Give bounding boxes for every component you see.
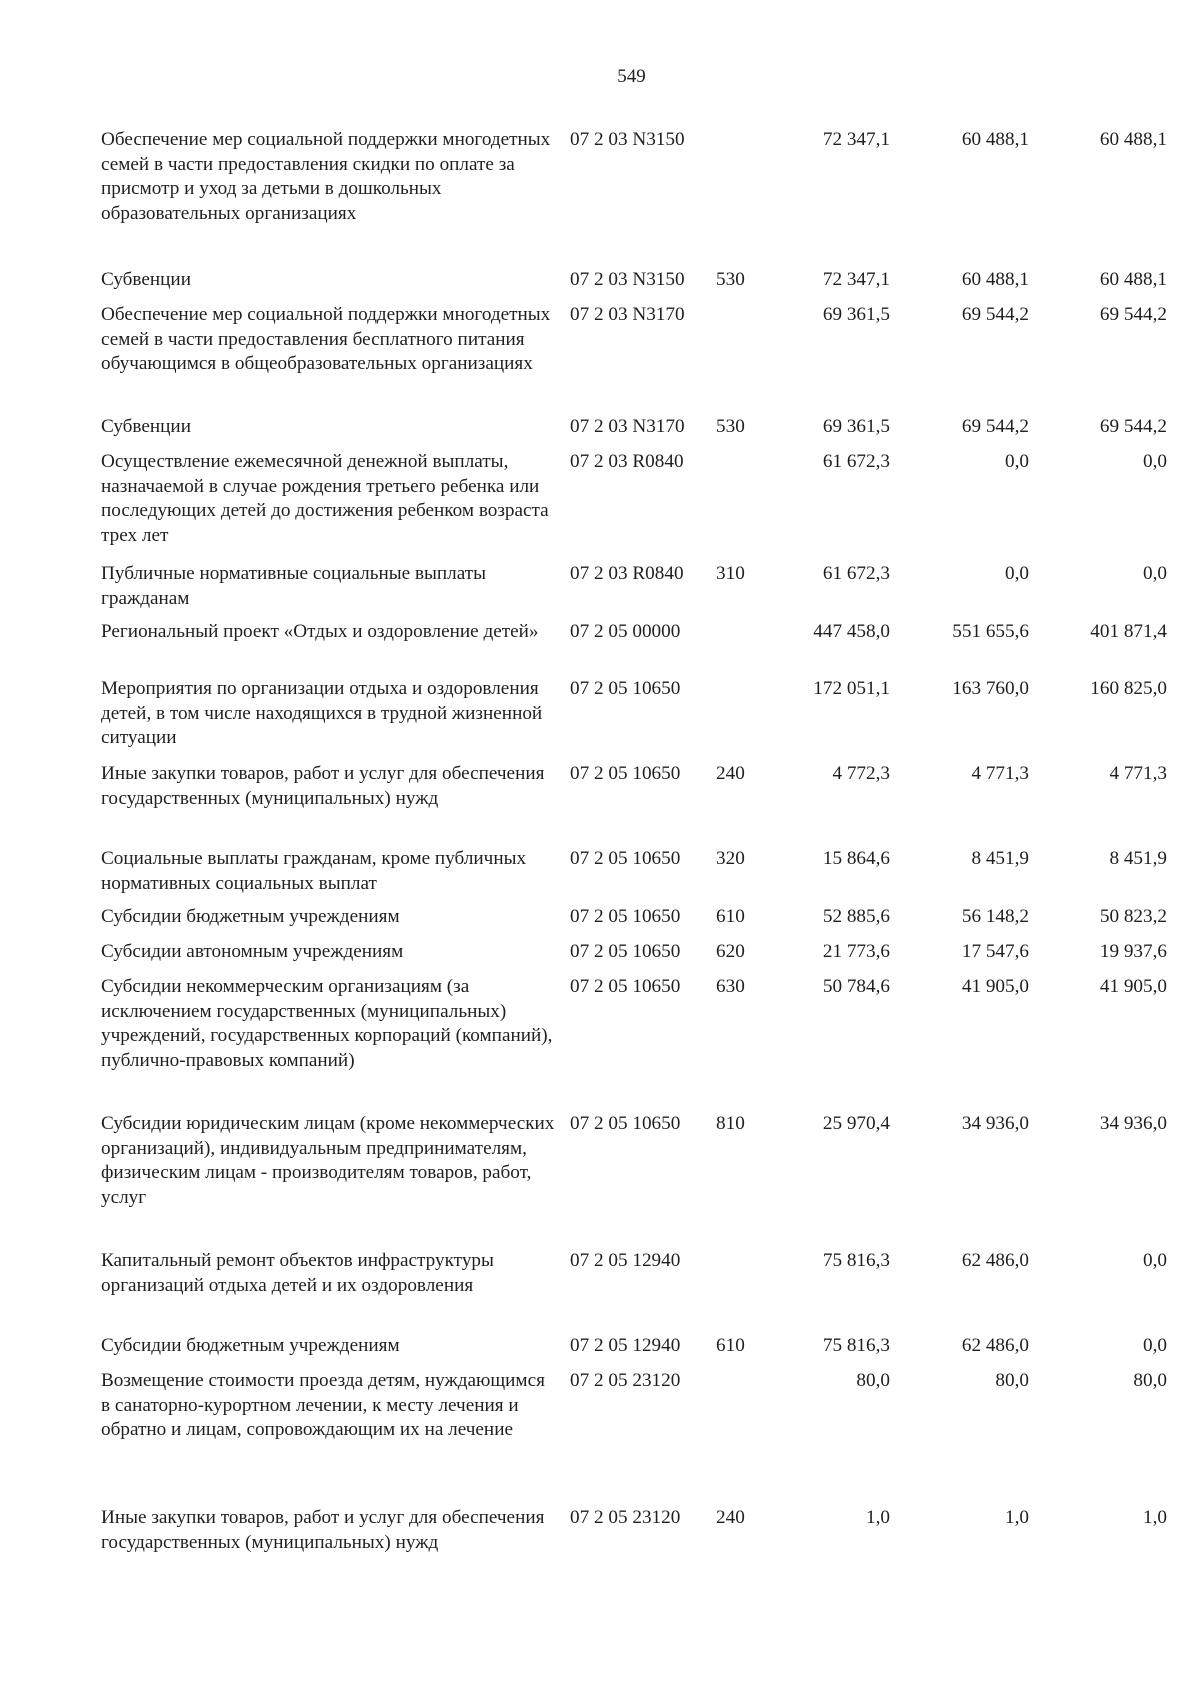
row-name: Социальные выплаты гражданам, кроме публичных нормативных социальных выплат — [101, 848, 527, 894]
row-value-year1: 75 816,3 — [822, 1250, 890, 1271]
row-code: 07 2 05 10650 — [570, 848, 681, 869]
row-value-year2: 69 544,2 — [961, 416, 1029, 437]
row-value-year3: 19 937,6 — [1099, 941, 1167, 962]
row-name: Публичные нормативные социальные выплаты гражданам — [101, 563, 487, 609]
row-value-year2: 60 488,1 — [961, 129, 1029, 150]
row-value-year2: 62 486,0 — [961, 1335, 1029, 1356]
row-value-year1: 61 672,3 — [822, 451, 890, 472]
row-value-year2: 80,0 — [995, 1370, 1029, 1391]
row-value-year1: 80,0 — [856, 1370, 890, 1391]
row-value-year3: 60 488,1 — [1099, 129, 1167, 150]
row-code: 07 2 03 N3170 — [570, 304, 685, 325]
row-value-year1: 1,0 — [866, 1507, 890, 1528]
row-name: Мероприятия по организации отдыха и оздоровления детей, в том числе находящихся в трудной жизненной ситуации — [101, 678, 543, 749]
row-code: 07 2 05 10650 — [570, 1113, 681, 1134]
row-code: 07 2 03 N3150 — [570, 269, 685, 290]
row-value-year3: 50 823,2 — [1099, 906, 1167, 927]
row-value-year2: 8 451,9 — [971, 848, 1029, 869]
row-value-year1: 447 458,0 — [813, 621, 890, 642]
row-value-year3: 69 544,2 — [1099, 416, 1167, 437]
row-code: 07 2 05 12940 — [570, 1335, 681, 1356]
row-value-year2: 0,0 — [1005, 563, 1029, 584]
row-value-year3: 69 544,2 — [1099, 304, 1167, 325]
row-name: Субвенции — [101, 416, 191, 437]
row-value-year3: 0,0 — [1143, 451, 1167, 472]
row-expense-type: 240 — [716, 763, 745, 784]
row-expense-type: 310 — [716, 563, 745, 584]
row-value-year3: 401 871,4 — [1090, 621, 1167, 642]
row-expense-type: 610 — [716, 1335, 745, 1356]
row-code: 07 2 05 10650 — [570, 941, 681, 962]
row-code: 07 2 05 23120 — [570, 1507, 681, 1528]
row-value-year1: 25 970,4 — [822, 1113, 890, 1134]
row-name: Возмещение стоимости проезда детям, нуждающимся в санаторно-курортном лечении, к месту лечения и обратно и лицам, сопровождающим их на лечение — [101, 1370, 545, 1441]
row-name: Субсидии бюджетным учреждениям — [101, 1335, 400, 1356]
row-name: Обеспечение мер социальной поддержки многодетных семей в части предоставления скидки по оплате за присмотр и уход за детьми в дошкольных образовательных организациях — [101, 129, 551, 225]
row-value-year3: 160 825,0 — [1090, 678, 1167, 699]
row-code: 07 2 05 00000 — [570, 621, 681, 642]
row-name: Субсидии некоммерческим организациям (за исключением государственных (муниципальных) учреждений, государственных корпораций (компаний), публично-правовых компаний) — [101, 976, 553, 1072]
row-value-year2: 69 544,2 — [961, 304, 1029, 325]
row-value-year3: 34 936,0 — [1099, 1113, 1167, 1134]
row-code: 07 2 03 R0840 — [570, 451, 684, 472]
row-value-year2: 163 760,0 — [952, 678, 1029, 699]
row-value-year3: 41 905,0 — [1099, 976, 1167, 997]
row-value-year3: 60 488,1 — [1099, 269, 1167, 290]
row-expense-type: 630 — [716, 976, 745, 997]
row-name: Региональный проект «Отдых и оздоровление детей» — [101, 621, 539, 642]
row-value-year1: 72 347,1 — [822, 129, 890, 150]
row-expense-type: 240 — [716, 1507, 745, 1528]
row-value-year1: 72 347,1 — [822, 269, 890, 290]
row-value-year1: 4 772,3 — [832, 763, 890, 784]
row-value-year1: 75 816,3 — [822, 1335, 890, 1356]
row-code: 07 2 05 23120 — [570, 1370, 681, 1391]
row-name: Субвенции — [101, 269, 191, 290]
row-value-year2: 60 488,1 — [961, 269, 1029, 290]
row-value-year2: 41 905,0 — [961, 976, 1029, 997]
row-name: Капитальный ремонт объектов инфраструктуры организаций отдыха детей и их оздоровления — [101, 1250, 494, 1296]
row-value-year2: 4 771,3 — [971, 763, 1029, 784]
row-expense-type: 810 — [716, 1113, 745, 1134]
row-value-year2: 62 486,0 — [961, 1250, 1029, 1271]
row-value-year2: 17 547,6 — [961, 941, 1029, 962]
row-expense-type: 530 — [716, 269, 745, 290]
row-code: 07 2 05 10650 — [570, 678, 681, 699]
row-value-year1: 61 672,3 — [822, 563, 890, 584]
row-value-year3: 0,0 — [1143, 1335, 1167, 1356]
row-name: Иные закупки товаров, работ и услуг для обеспечения государственных (муниципальных) нужд — [101, 1507, 545, 1553]
row-code: 07 2 03 N3170 — [570, 416, 685, 437]
row-value-year3: 0,0 — [1143, 563, 1167, 584]
row-name: Субсидии бюджетным учреждениям — [101, 906, 400, 927]
row-value-year2: 0,0 — [1005, 451, 1029, 472]
row-name: Субсидии автономным учреждениям — [101, 941, 404, 962]
row-value-year3: 4 771,3 — [1109, 763, 1167, 784]
row-value-year2: 34 936,0 — [961, 1113, 1029, 1134]
row-name: Обеспечение мер социальной поддержки многодетных семей в части предоставления бесплатного питания обучающимся в общеобразовательных организациях — [101, 304, 551, 375]
row-value-year1: 52 885,6 — [822, 906, 890, 927]
row-code: 07 2 05 10650 — [570, 906, 681, 927]
row-code: 07 2 03 N3150 — [570, 129, 685, 150]
row-code: 07 2 05 12940 — [570, 1250, 681, 1271]
row-code: 07 2 03 R0840 — [570, 563, 684, 584]
row-name: Субсидии юридическим лицам (кроме некоммерческих организаций), индивидуальным предпринимателям, физическим лицам - производителям товаров, работ, услуг — [101, 1113, 555, 1209]
page-number: 549 — [617, 66, 646, 87]
row-value-year1: 50 784,6 — [822, 976, 890, 997]
row-expense-type: 320 — [716, 848, 745, 869]
row-code: 07 2 05 10650 — [570, 976, 681, 997]
row-value-year2: 1,0 — [1005, 1507, 1029, 1528]
row-value-year3: 0,0 — [1143, 1250, 1167, 1271]
row-value-year3: 80,0 — [1133, 1370, 1167, 1391]
row-value-year2: 56 148,2 — [961, 906, 1029, 927]
row-code: 07 2 05 10650 — [570, 763, 681, 784]
row-expense-type: 620 — [716, 941, 745, 962]
row-name: Иные закупки товаров, работ и услуг для обеспечения государственных (муниципальных) нужд — [101, 763, 545, 809]
row-value-year3: 1,0 — [1143, 1507, 1167, 1528]
row-value-year1: 69 361,5 — [822, 416, 890, 437]
row-value-year1: 15 864,6 — [822, 848, 890, 869]
row-value-year1: 172 051,1 — [813, 678, 890, 699]
row-expense-type: 610 — [716, 906, 745, 927]
row-value-year2: 551 655,6 — [952, 621, 1029, 642]
row-name: Осуществление ежемесячной денежной выплаты, назначаемой в случае рождения третьего ребенка или последующих детей до достижения ребенком возраста трех лет — [101, 451, 549, 547]
row-expense-type: 530 — [716, 416, 745, 437]
row-value-year3: 8 451,9 — [1109, 848, 1167, 869]
row-value-year1: 21 773,6 — [822, 941, 890, 962]
row-value-year1: 69 361,5 — [822, 304, 890, 325]
